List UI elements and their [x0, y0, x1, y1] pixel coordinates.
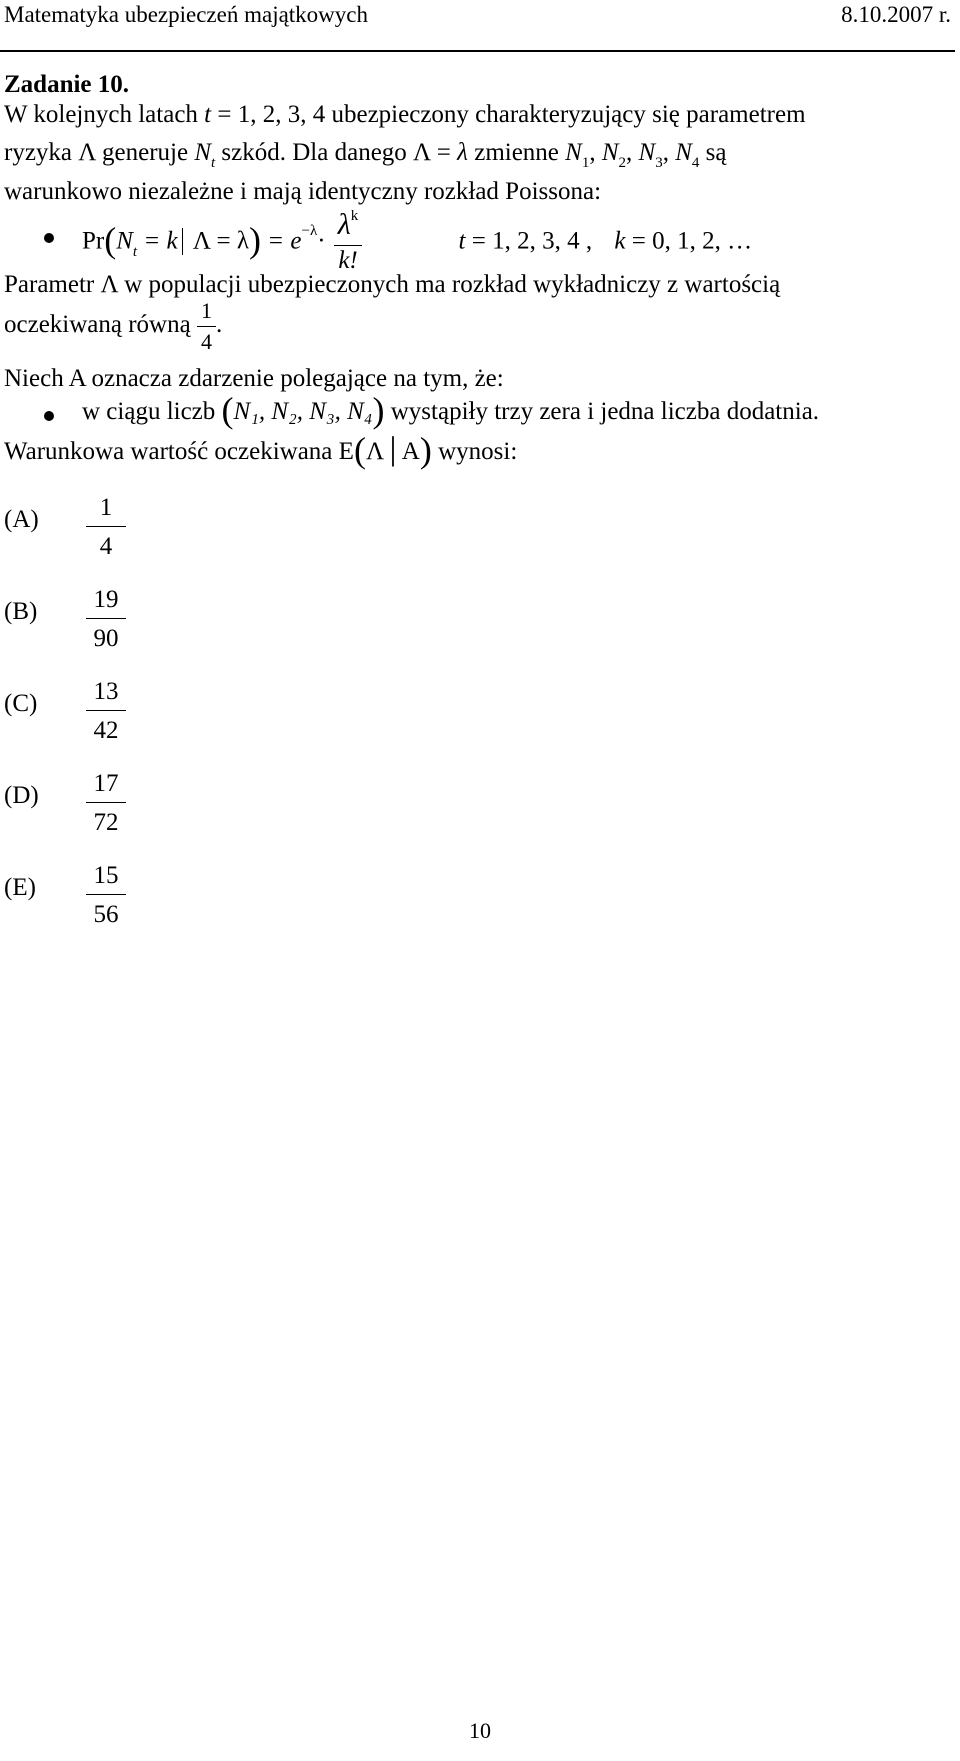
problem-line-9: Warunkowa wartość oczekiwana E(Λ│A) wynosi:	[4, 430, 518, 470]
page-header	[0, 0, 955, 52]
problem-line-7: Niech A oznacza zdarzenie polegające na tym, że:	[4, 365, 504, 392]
page-number: 10	[469, 1718, 491, 1743]
problem-line-5: Parametr Λ w populacji ubezpieczonych ma rozkład wykładniczy z wartością	[4, 271, 781, 298]
problem-line-2: ryzyka Λ generuje $N_t$ szkód. Dla danego Λ = λ zmienne $N_1$, $N_2$, $N_3$, $N_4$ są	[4, 139, 727, 171]
header-title: Matematyka ubezpieczeń majątkowych	[4, 2, 369, 27]
bullet-icon	[44, 233, 54, 243]
problem-line-1: W kolejnych latach t = 1, 2, 3, 4 ubezpieczony charakteryzujący się parametrem	[4, 101, 806, 128]
poisson-formula: $Pr(N_t = k$ $\Lambda = \lambda) = e^{-\lambda}\cdot$ $\frac{\lambda^k}{k!}$ t = 1, 2, 3, 4 , k = 0, 1, 2, …	[82, 208, 753, 274]
problem-line-3: warunkowo niezależne i mają identyczny rozkład Poissona:	[4, 178, 602, 205]
problem-line-8: w ciągu liczb (N₁, N₂, N₃, N₄) wystąpiły trzy zera i jedna liczba dodatnia.	[82, 390, 820, 430]
problem-heading: Zadanie 10.	[4, 71, 130, 98]
bullet-icon	[44, 411, 54, 421]
problem-line-6: oczekiwaną równą $\frac{1}{4}$ .	[4, 298, 223, 354]
header-date: 8.10.2007 r.	[841, 2, 951, 27]
